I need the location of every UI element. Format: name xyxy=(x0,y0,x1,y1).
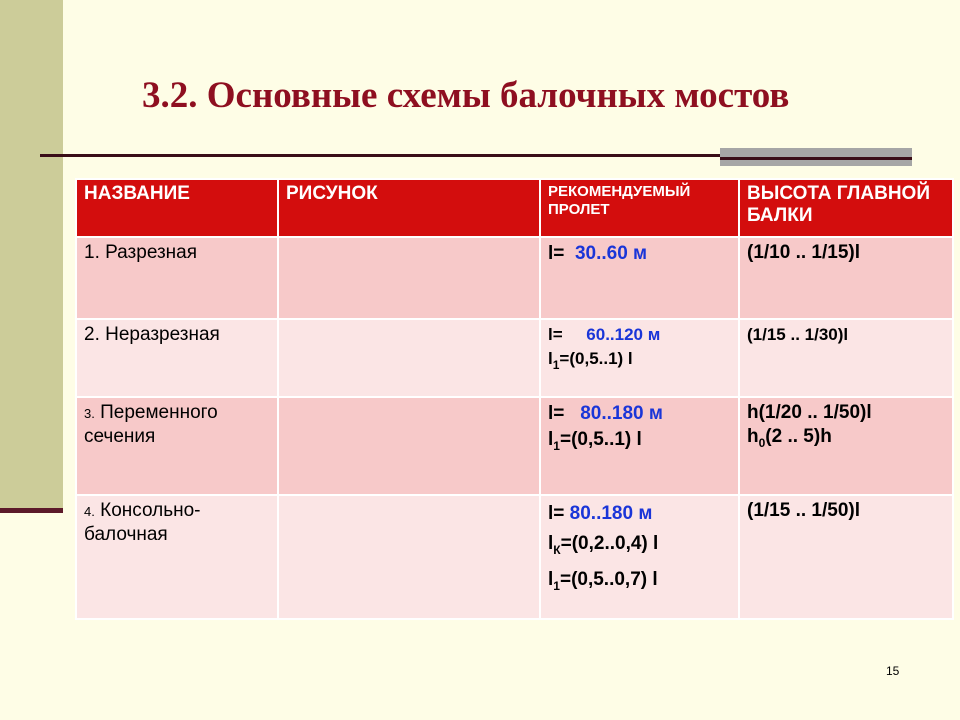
recommended-span: l= 60..120 м $l_1=(0,5..1)$ l xyxy=(540,319,739,397)
header-drawing: РИСУНОК xyxy=(278,179,540,237)
page-number: 15 xyxy=(886,664,900,678)
scheme-name xyxy=(76,495,278,619)
header-girder-height: ВЫСОТА ГЛАВНОЙ БАЛКИ xyxy=(739,179,953,237)
scheme-name xyxy=(76,237,278,319)
scheme-drawing xyxy=(278,237,540,319)
span-value: 80..180 м xyxy=(580,403,663,424)
row-name: Неразрезная xyxy=(105,324,220,345)
recommended-span: l= 30..60 м xyxy=(540,237,739,319)
scheme-drawing xyxy=(278,319,540,397)
scheme-name xyxy=(76,319,278,397)
left-bar-divider xyxy=(0,508,63,513)
girder-height: (1/10 .. 1/15)l xyxy=(739,237,953,319)
header-name: НАЗВАНИЕ xyxy=(76,179,278,237)
table-row xyxy=(76,319,953,397)
table-row xyxy=(76,237,953,319)
girder-height: (1/15 .. 1/50)l xyxy=(739,495,953,619)
row-number: 2. xyxy=(84,324,100,345)
row-number: 1. xyxy=(84,242,100,263)
scheme-drawing xyxy=(278,397,540,495)
span-value: 30..60 м xyxy=(574,243,648,264)
scheme-drawing xyxy=(278,495,540,619)
recommended-span: l= 80..180 м $l_К=(0,2..0,4)$ l $l_1=(0,5..0,7)$ l xyxy=(540,495,739,619)
title-accent-stripe xyxy=(720,157,912,160)
row-name: Разрезная xyxy=(105,242,198,263)
table-row xyxy=(76,495,953,619)
row-name-line1: Консольно- xyxy=(100,500,201,521)
row-number: 4. xyxy=(84,504,95,519)
scheme-name xyxy=(76,397,278,495)
span-value: 80..180 м xyxy=(569,503,653,524)
slide-title: 3.2. Основные схемы балочных мостов xyxy=(142,75,790,116)
recommended-span: l= 80..180 м $l_1=(0,5..1)$ l xyxy=(540,397,739,495)
row-number: 3. xyxy=(84,406,95,421)
table-header-row xyxy=(76,179,953,237)
row-name-line2: балочная xyxy=(84,524,168,545)
span-value: 60..120 м xyxy=(586,325,661,344)
left-decorative-bar xyxy=(0,0,63,510)
girder-height: h(1/20 .. 1/50)l $h_0(2$ .. 5)h xyxy=(739,397,953,495)
girder-height: (1/15 .. 1/30)l xyxy=(739,319,953,397)
row-name: Переменного сечения xyxy=(84,402,218,447)
bridge-schemes-table xyxy=(75,178,954,620)
table-row xyxy=(76,397,953,495)
header-span: РЕКОМЕНДУЕМЫЙ ПРОЛЕТ xyxy=(540,179,739,237)
